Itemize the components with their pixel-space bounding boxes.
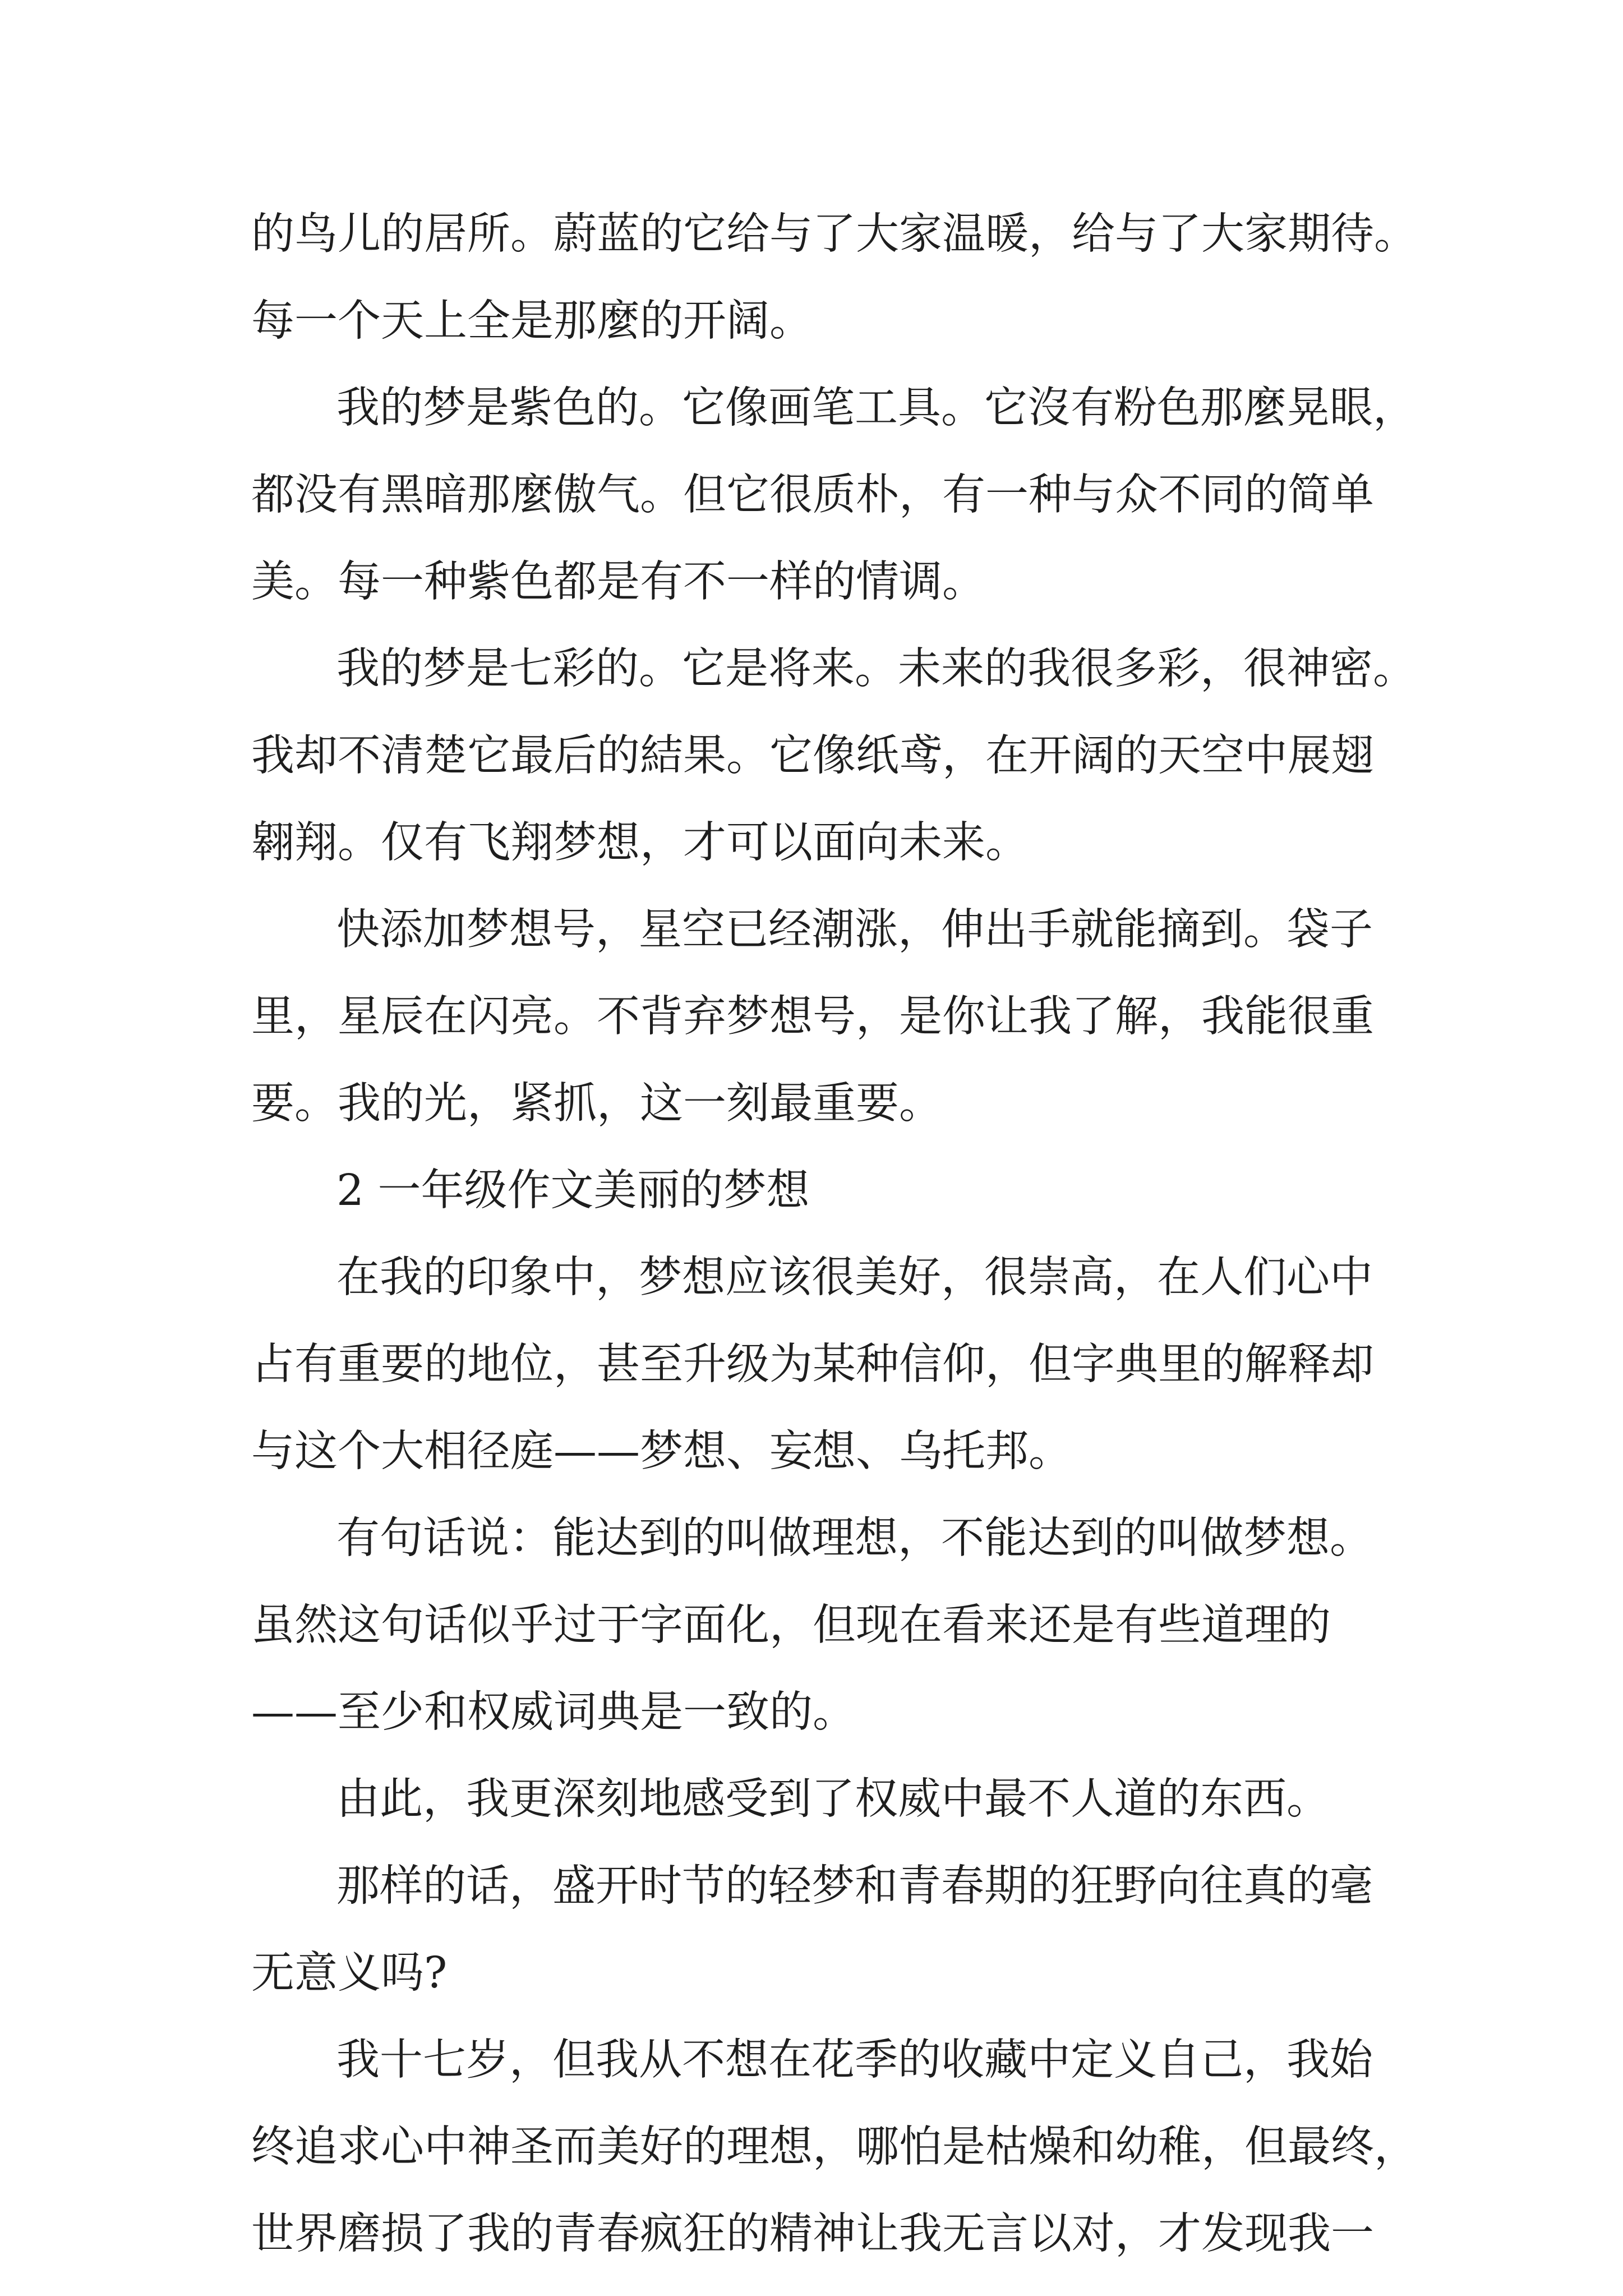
text-line: 我却不清楚它最后的結果。它像纸鸢，在开阔的天空中展翅 [251,731,1374,781]
document-body [251,191,1417,2277]
text-line: 世界磨损了我的青春疯狂的精神让我无言以对，才发现我一 [251,2209,1374,2259]
section-heading: 2 一年级作文美丽的梦想 [336,1166,810,1216]
text-line: 占有重要的地位，甚至升级为某种信仰，但字典里的解释却 [251,1340,1374,1389]
text-line: ——至少和权威词典是一致的。 [251,1687,856,1737]
text-line: 翱翔。仅有飞翔梦想，才可以面向未来。 [251,818,1029,868]
text-line: 里，星辰在闪亮。不背弃梦想号，是你让我了解，我能很重 [251,992,1374,1042]
text-line: 无意义吗? [251,1948,448,1998]
paragraph-start-line: 在我的印象中，梦想应该很美好，很崇高，在人们心中 [336,1253,1373,1303]
paragraph-start-line: 我的梦是紫色的。它像画笔工具。它沒有粉色那麼晃眼， [336,383,1416,433]
paragraph-start-line: 那样的话，盛开时节的轻梦和青春期的狂野向往真的毫 [336,1861,1373,1911]
text-line: 的鸟儿的居所。蔚蓝的它给与了大家温暖，给与了大家期待。 [251,209,1417,259]
text-line: 美。每一种紫色都是有不一样的情调。 [251,557,985,607]
text-line: 虽然这句话似乎过于字面化，但现在看来还是有些道理的 [251,1600,1331,1650]
paragraph-start-line: 快添加梦想号，星空已经潮涨，伸出手就能摘到。袋子 [336,905,1373,955]
paragraph-start-line: 我十七岁，但我从不想在花季的收藏中定义自己，我始 [336,2035,1373,2085]
text-line: 每一个天上全是那麼的开阔。 [251,296,813,346]
paragraph-start-line: 我的梦是七彩的。它是将来。未来的我很多彩，很神密。 [336,644,1416,694]
paragraph-start-line: 由此，我更深刻地感受到了权威中最不人道的东西。 [336,1774,1330,1824]
text-line: 终追求心中神圣而美好的理想，哪怕是枯燥和幼稚，但最终， [251,2122,1417,2172]
text-line: 都没有黑暗那麼傲气。但它很质朴，有一种与众不同的简单 [251,470,1374,520]
paragraph-start-line: 有句话说：能达到的叫做理想，不能达到的叫做梦想。 [336,1513,1373,1563]
text-line: 要。我的光，紧抓，这一刻最重要。 [251,1079,942,1129]
text-line: 与这个大相径庭——梦想、妄想、乌托邦。 [251,1427,1072,1476]
